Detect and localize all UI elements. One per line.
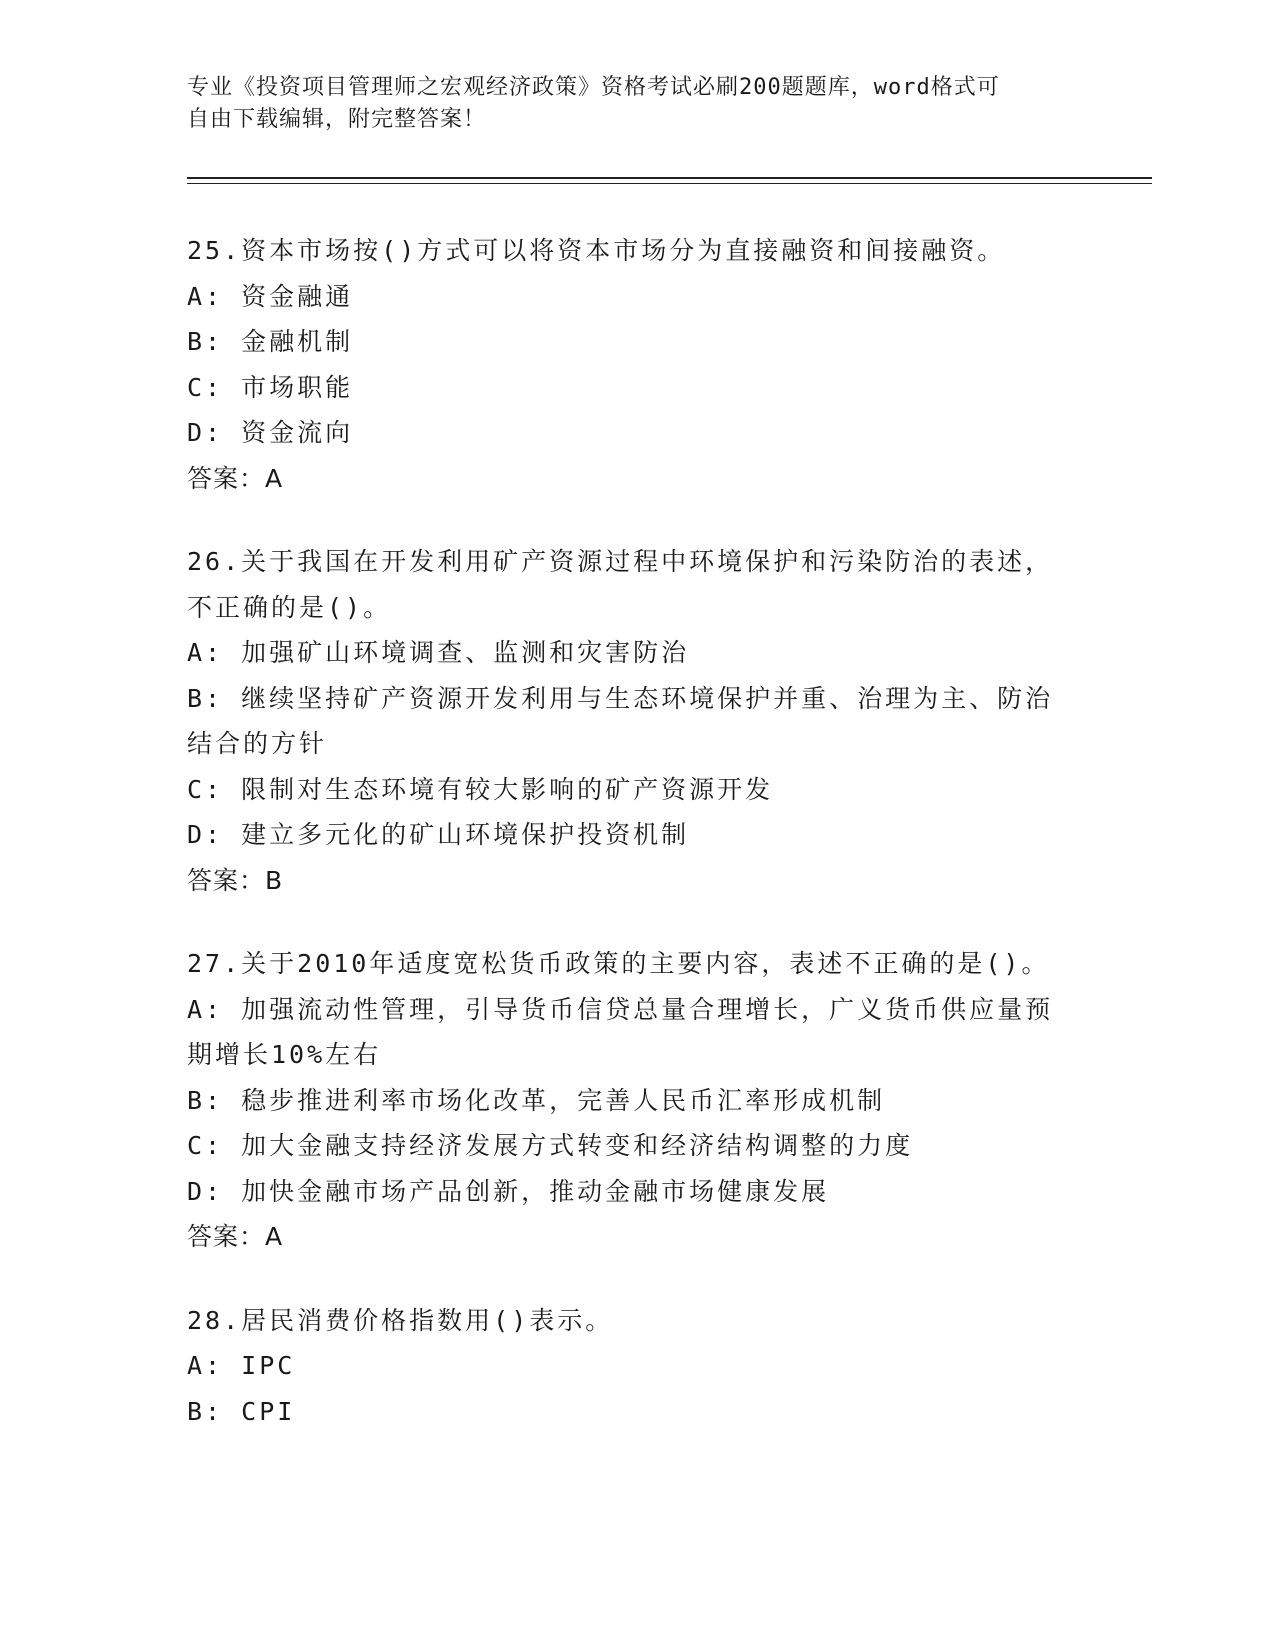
answer-key: 答案：A bbox=[187, 1222, 284, 1251]
question-stem: 27.关于2010年适度宽松货币政策的主要内容，表述不正确的是()。 bbox=[187, 949, 1050, 978]
answer-option: 结合的方针 bbox=[187, 729, 328, 758]
document-header bbox=[187, 72, 1067, 136]
answer-key: 答案：B bbox=[187, 865, 284, 895]
answer-option: C: 加大金融支持经济发展方式转变和经济结构调整的力度 bbox=[187, 1131, 914, 1160]
answer-option: A: 加强流动性管理，引导货币信贷总量合理增长，广义货币供应量预 bbox=[187, 994, 1054, 1024]
question-block bbox=[187, 941, 1077, 1260]
answer-option: C: 市场职能 bbox=[187, 372, 354, 402]
question-list bbox=[187, 228, 1077, 1472]
answer-option: A: 资金融通 bbox=[187, 281, 354, 311]
header-line: 自由下载编辑，附完整答案！ bbox=[187, 107, 487, 132]
answer-option: A: IPC bbox=[187, 1351, 296, 1380]
answer-key: 答案：A bbox=[187, 463, 284, 493]
question-stem: 不正确的是()。 bbox=[187, 592, 392, 622]
header-line: 专业《投资项目管理师之宏观经济政策》资格考试必刷200题题库，word格式可 bbox=[187, 75, 1000, 100]
answer-option: B: CPI bbox=[187, 1396, 296, 1426]
question-stem: 26.关于我国在开发利用矿产资源过程中环境保护和污染防治的表述， bbox=[187, 547, 1054, 576]
answer-option: B: 稳步推进利率市场化改革，完善人民币汇率形成机制 bbox=[187, 1085, 886, 1115]
question-block bbox=[187, 539, 1077, 903]
question-block bbox=[187, 1298, 1077, 1435]
answer-option: A: 加强矿山环境调查、监测和灾害防治 bbox=[187, 638, 690, 667]
answer-option: D: 加快金融市场产品创新，推动金融市场健康发展 bbox=[187, 1176, 830, 1206]
question-stem: 28.居民消费价格指数用()表示。 bbox=[187, 1305, 614, 1335]
answer-option: D: 建立多元化的矿山环境保护投资机制 bbox=[187, 820, 690, 849]
answer-option: D: 资金流向 bbox=[187, 418, 354, 447]
answer-option: B: 金融机制 bbox=[187, 327, 354, 356]
question-stem: 25.资本市场按()方式可以将资本市场分为直接融资和间接融资。 bbox=[187, 236, 1006, 265]
answer-option: B: 继续坚持矿产资源开发利用与生态环境保护并重、治理为主、防治 bbox=[187, 683, 1054, 713]
header-divider bbox=[187, 177, 1152, 179]
answer-option: C: 限制对生态环境有较大影响的矿产资源开发 bbox=[187, 774, 774, 804]
answer-option: 期增长10%左右 bbox=[187, 1040, 382, 1069]
question-block bbox=[187, 228, 1077, 501]
header-divider bbox=[187, 183, 1152, 184]
